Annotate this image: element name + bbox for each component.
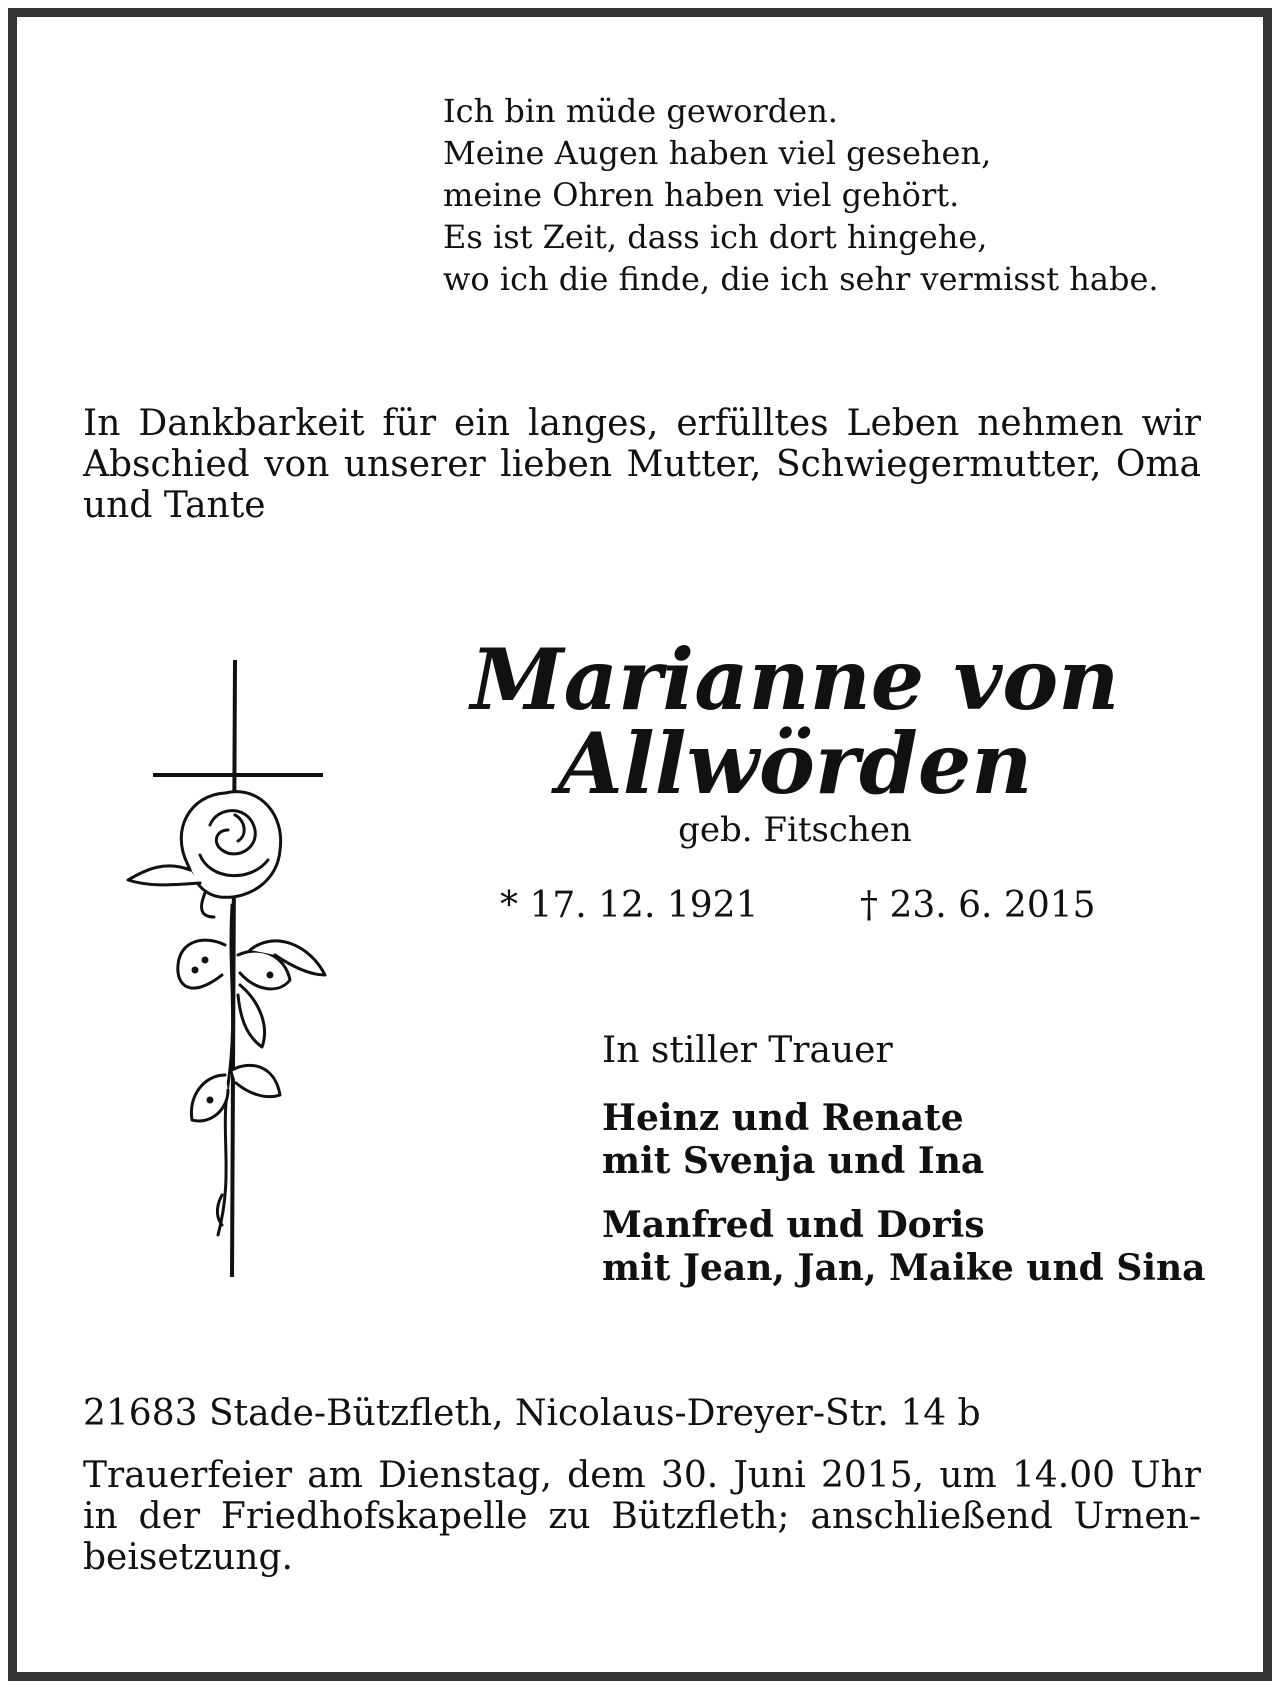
death-date: † 23. 6. 2015: [860, 885, 1096, 926]
address: 21683 Stade-Bützfleth, Nicolaus-Dreyer-Str. 14 b: [83, 1393, 981, 1434]
maiden-name: geb. Fitschen: [678, 810, 912, 850]
life-dates: [500, 885, 1096, 927]
mourner-family: [602, 1097, 984, 1183]
poem-line: Ich bin müde geworden.: [443, 92, 838, 130]
rose-icon: [128, 792, 325, 1235]
deceased-name-line1: Marianne von: [470, 630, 1120, 729]
funeral-service-info: Trauerfeier am Dienstag, dem 30. Juni 2015, um 14.00 Uhr in der Friedhofskapelle zu Bützfleth; anschließend Urnen-beisetzung.: [83, 1455, 1201, 1578]
poem-line: Es ist Zeit, dass ich dort hingehe,: [443, 218, 988, 256]
mourner-line: mit Jean, Jan, Maike und Sina: [602, 1247, 1206, 1289]
poem-line: Meine Augen haben viel gesehen,: [443, 134, 992, 172]
mourner-line: Manfred und Doris: [602, 1204, 985, 1246]
birth-date: * 17. 12. 1921: [500, 885, 759, 926]
mourning-heading: In stiller Trauer: [602, 1030, 893, 1071]
poem: [443, 90, 1159, 300]
cross-rose-illustration: [110, 655, 350, 1280]
mourner-line: mit Svenja und Ina: [602, 1140, 985, 1182]
poem-line: meine Ohren haben viel gehört.: [443, 176, 960, 214]
intro-text: In Dankbarkeit für ein langes, erfülltes Leben nehmen wir Abschied von unserer lieben Mutter, Schwiegermutter, Oma und Tante: [83, 403, 1201, 526]
mourner-line: Heinz und Renate: [602, 1097, 964, 1139]
mourner-family: [602, 1204, 1206, 1290]
poem-line: wo ich die finde, die ich sehr vermisst habe.: [443, 260, 1159, 298]
deceased-name-line2: Allwörden: [557, 714, 1033, 813]
deceased-name: [420, 630, 1170, 813]
